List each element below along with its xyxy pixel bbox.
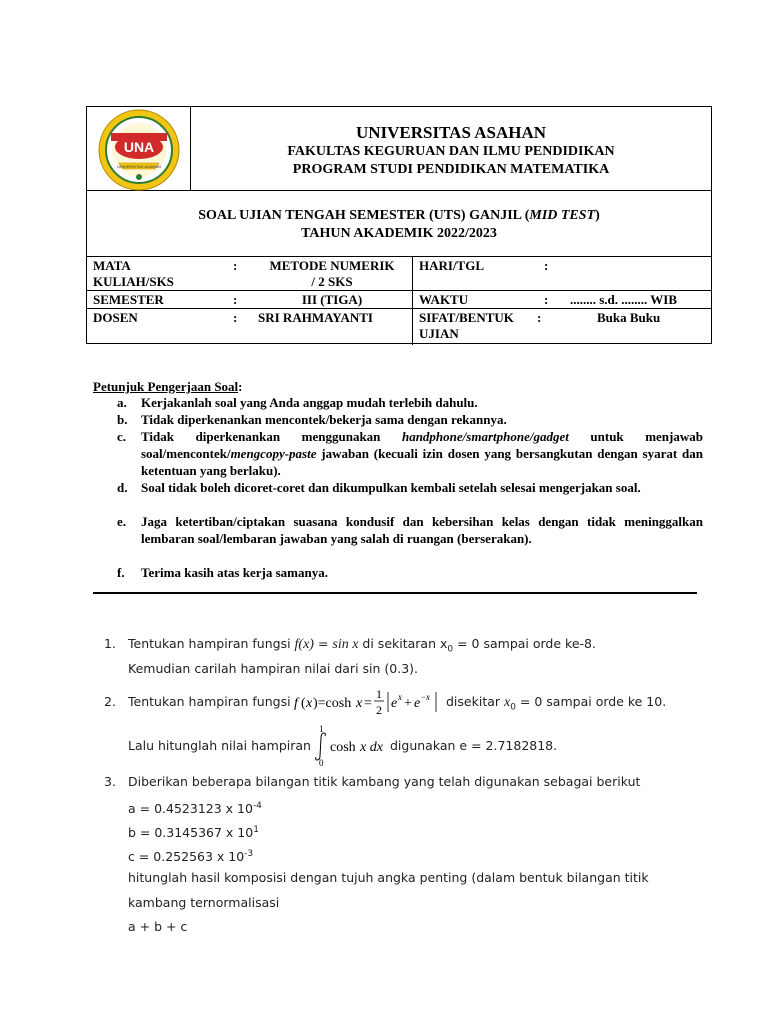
integral-icon (312, 722, 388, 766)
svg-text:1: 1 (376, 687, 382, 701)
instructions-title: Petunjuk Pengerjaan Soal (93, 379, 239, 394)
svg-text:1: 1 (319, 724, 324, 734)
program-name: PROGRAM STUDI PENDIDIKAN MATEMATIKA (292, 162, 610, 177)
exam-title-cell (87, 191, 711, 257)
svg-text:0: 0 (319, 758, 324, 766)
exam-info-grid (87, 257, 711, 343)
lecturer-colon: : (233, 310, 238, 325)
university-name: UNIVERSITAS ASAHAN (355, 123, 547, 142)
svg-text:e: e (391, 696, 398, 711)
instruction-c: c. Tidak diperkenankan menggunakan handphone/smartphone/gadget untuk menjawab soal/mencontek/mengcopy-paste jawaban (kecuali izin dosen yang bersangkutan dengan syarat dan ketentuan yang berlaku). (117, 429, 703, 478)
svg-text:(: ( (301, 696, 306, 711)
faculty-name: FAKULTAS KEGURUAN DAN ILMU PENDIDIKAN (287, 144, 615, 159)
instructions-heading (93, 378, 243, 395)
svg-text:x: x (356, 696, 363, 711)
svg-text:cosh: cosh (330, 740, 356, 755)
svg-text:x dx: x dx (360, 740, 383, 755)
lecturer-value: SRI RAHMAYANTI (258, 310, 373, 325)
question-2-line-2: Lalu hitunglah nilai hampiran 1 0 cosh x dx digunakan e = 2.7182818. (128, 724, 558, 766)
question-1-line-1: Tentukan hampiran fungsi f(x) = sin x di sekitaran $x_0 = 0$ sampai orde ke-8. (128, 636, 596, 655)
svg-text:+: + (404, 696, 412, 711)
university-logo-icon (87, 107, 191, 191)
question-3-number: 3. (104, 774, 116, 789)
instruction-b: b. Tidak diperkenankan mencontek/bekerja sama dengan rekannya. (117, 412, 507, 427)
exam-title-text: SOAL UJIAN TENGAH SEMESTER (UTS) GANJIL ( (198, 208, 530, 223)
academic-year: TAHUN AKADEMIK 2022/2023 (301, 226, 497, 241)
svg-text:f: f (294, 696, 298, 711)
time-value: ........ s.d. ........ WIB (570, 292, 678, 307)
question-1-number: 1. (104, 636, 116, 651)
instruction-f: f. Terima kasih atas kerja samanya. (117, 565, 328, 580)
info-row-lecturer (87, 309, 711, 345)
logo-text: UNA (123, 139, 155, 155)
exam-page: UNA UNIVERSITAS ASAHAN UNIVERSITAS ASAHAN FAKULTAS KEGURUAN DAN ILMU PENDIDIKAN PROGRAM STUDI PENDIDIKAN MATEMATIKA SOAL UJIAN TENGAH SEMESTER (UTS) GANJIL (MID TEST) TAHUN AKADEMIK 2022/2023 MATA KULIAH/SKS : METODE NUMERIK / 2 SKS HARI/TGL : SEMESTER : III (TIGA) WAKTU : ........ s.d. ........ WIB DOSEN : SRI RAHMAYANTI SIFAT/BENTUK UJIAN : Buka Buku Petunjuk Pengerjaan Soal: a. Kerjakanlah soal yang Anda anggap mudah terlebih dahulu. b. Tidak diperkenankan mencontek/bekerja sama dengan rekannya. c. Tidak diperkenankan menggunakan handphone/smartphone/gadget untuk menjawab soal/mencontek/mengcopy-paste jawaban (kecuali izin dosen yang bersangkutan dengan syarat dan ketentuan yang berlaku). d. Soal tidak boleh dicoret-coret dan dikumpulkan kembali setelah selesai mengerjakan soal. e. Jaga ketertiban/ciptakan suasana kondusif dan kebersihan kelas dengan tidak meninggalkan lembaran soal/lembaran jawaban yang salah di ruangan (berserakan). f. Terima kasih atas kerja samanya. 1. Tentukan hampiran fungsi f(x) = sin x di sekitaran $x_0 = 0$ sampai orde ke-8. Kemudian carilah hampiran nilai dari sin (0.3). 2. Tentukan hampiran fungsi f ( x )=cosh x = 1 2 e x + e − x disekitar $x_0 = 0$ sampai orde ke 10. Lalu hitunglah nilai hampiran 1 0 cosh x dx digunakan e = 2.7182818. 3. Diberikan beberapa bilangan titik kambang yang telah digunakan sebagai berikut a = 0.4523123 x $10^{-4}$ b = 0.3145367 x $10^1$ c = 0.252563 x $10^{-3}$ hitunglah hasil komposisi dengan tujuh angka penting (dalam bentuk bilangan titik kambang ternormalisasi a + b + c (0, 0, 768, 1024)
instructions-colon: : (238, 379, 243, 394)
day-label: HARI/TGL (419, 258, 485, 273)
question-3-task-line-1: hitunglah hasil komposisi dengan tujuh angka penting (dalam bentuk bilangan titik (128, 870, 649, 885)
svg-text:e: e (414, 696, 421, 711)
title-cell (191, 107, 711, 191)
logo-cell (87, 107, 191, 191)
svg-text:−: − (421, 692, 427, 702)
question-3-a: a = 0.4523123 x $10^{-4}$ (128, 801, 262, 817)
question-3-task-line-2: kambang ternormalisasi (128, 895, 280, 910)
question-2-number: 2. (104, 694, 116, 709)
exam-title (87, 207, 711, 225)
lecturer-label: DOSEN (93, 310, 138, 325)
question-3-intro: Diberikan beberapa bilangan titik kambang yang telah digunakan sebagai berikut (128, 774, 641, 789)
question-3-c: c = 0.252563 x $10^{-3}$ (128, 849, 254, 865)
svg-text:)=cosh: )=cosh (313, 696, 352, 711)
logo-subtext: UNIVERSITAS ASAHAN (117, 164, 161, 169)
exam-header-table (86, 106, 712, 344)
instruction-a: a. Kerjakanlah soal yang Anda anggap mudah terlebih dahulu. (117, 395, 478, 410)
course-label: MATA KULIAH/SKS (93, 258, 174, 289)
nature-colon: : (537, 310, 542, 325)
section-divider (93, 592, 697, 594)
question-2-formula (294, 684, 454, 720)
time-colon: : (544, 292, 549, 307)
day-colon: : (544, 258, 549, 273)
time-label: WAKTU (419, 292, 469, 307)
nature-value: Buka Buku (597, 310, 661, 325)
svg-text:x: x (426, 692, 430, 702)
course-colon: : (233, 258, 238, 273)
info-row-semester (87, 291, 711, 309)
instruction-e: e. Jaga ketertiban/ciptakan suasana kondusif dan kebersihan kelas dengan tidak meninggalkan lembaran soal/lembaran jawaban yang salah di ruangan (berserakan). (117, 514, 703, 546)
svg-text:x: x (306, 696, 313, 711)
instruction-d: d. Soal tidak boleh dicoret-coret dan dikumpulkan kembali setelah selesai mengerjakan soal. (117, 480, 641, 495)
svg-text:x: x (398, 692, 402, 702)
question-1-line-2: Kemudian carilah hampiran nilai dari sin (0.3). (128, 661, 419, 676)
exam-title-end: ) (595, 208, 600, 223)
question-3-b: b = 0.3145367 x $10^1$ (128, 825, 259, 841)
course-value: METODE NUMERIK / 2 SKS (269, 258, 395, 289)
svg-text:2: 2 (376, 703, 382, 717)
semester-value: III (TIGA) (301, 292, 363, 307)
exam-title-italic: MID TEST (529, 208, 596, 223)
nature-label: SIFAT/BENTUK UJIAN (419, 310, 514, 341)
semester-label: SEMESTER (93, 292, 164, 307)
question-3-expression: a + b + c (128, 919, 188, 934)
semester-colon: : (233, 292, 238, 307)
svg-text:=: = (364, 696, 372, 711)
info-row-course (87, 257, 711, 291)
